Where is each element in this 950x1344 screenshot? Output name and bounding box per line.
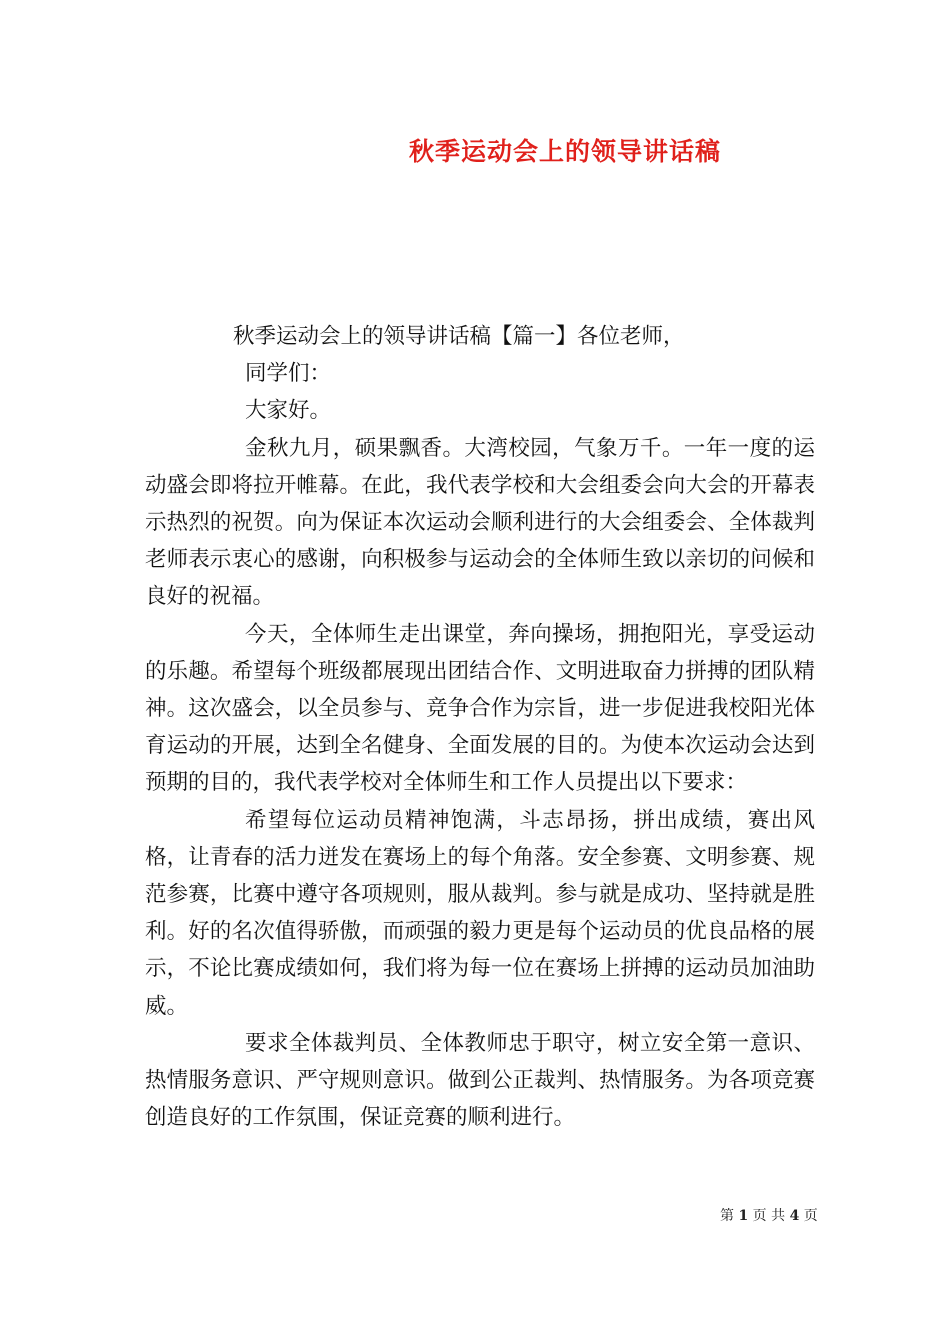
salutation-line: 同学们： [245, 361, 332, 387]
footer-suffix: 页 [803, 1208, 818, 1224]
paragraph-3: 希望每位运动员精神饱满，斗志昂扬，拼出成绩，赛出风格，让青春的活力迸发在赛场上的每个角落。安全参赛、文明参赛、规范参赛，比赛中遵守各项规则，服从裁判。参与就是成功、坚持就是胜利。好的名次值得骄傲，而顽强的毅力更是每个运动员的优良品格的展示，不论比赛成绩如何，我们将为每一位在赛场上拼搏的运动员加油助威。 [145, 807, 815, 1019]
paragraph-4: 要求全体裁判员、全体教师忠于职守，树立安全第一意识、热情服务意识、严守规则意识。做到公正裁判、热情服务。为各项竞赛创造良好的工作氛围，保证竞赛的顺利进行。 [145, 1030, 815, 1131]
document-title: 秋季运动会上的领导讲话稿 [408, 137, 721, 166]
footer-prefix: 第 [720, 1208, 734, 1224]
paragraph-1: 金秋九月，硕果飘香。大湾校园，气象万千。一年一度的运动盛会即将拉开帷幕。在此，我代表学校和大会组委会向大会的开幕表示热烈的祝贺。向为保证本次运动会顺利进行的大会组委会、全体裁判老师表示衷心的感谢，向积极参与运动会的全体师生致以亲切的问候和良好的祝福。 [145, 435, 815, 610]
heading-line: 秋季运动会上的领导讲话稿【篇一】各位老师， [233, 324, 685, 349]
footer-middle: 页 共 [752, 1208, 786, 1224]
document-body [145, 318, 815, 1136]
footer-page-number: 1 [738, 1208, 749, 1224]
greeting-line: 大家好。 [245, 398, 332, 424]
footer-page-total: 4 [789, 1208, 800, 1224]
page-footer [720, 1205, 818, 1225]
paragraph-2: 今天，全体师生走出课堂，奔向操场，拥抱阳光，享受运动的乐趣。希望每个班级都展现出团结合作、文明进取奋力拼搏的团队精神。这次盛会，以全员参与、竞争合作为宗旨，进一步促进我校阳光体育运动的开展，达到全名健身、全面发展的目的。为使本次运动会达到预期的目的，我代表学校对全体师生和工作人员提出以下要求： [145, 621, 815, 796]
